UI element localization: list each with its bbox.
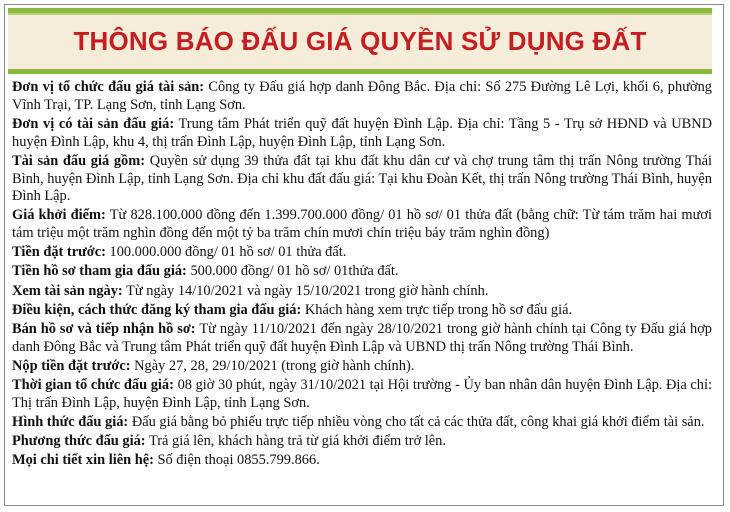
item-auction-form	[12, 414, 712, 432]
item-text: Quyền sử dụng 39 thửa đất tại khu đất khu dân cư và chợ trung tâm thị trấn Nông trường Thái Bình, huyện Đình Lập, tỉnh Lạng Sơn. Địa chỉ khu đất đấu giá: Tại khu Đoàn Kết, thị trấn Nông trường Thái Bình, huyện Đình Lập.	[12, 152, 712, 205]
item-text: Từ 828.100.000 đồng đến 1.399.700.000 đồng/ 01 hồ sơ/ 01 thửa đất (bằng chữ: Từ tám trăm hai mươi tám triệu một trăm nghìn đồng đến một tỷ ba trăm chín mươi chín triệu bảy trăm nghìn đồng)	[12, 207, 712, 242]
item-assets	[12, 153, 712, 206]
item-text: 100.000.000 đồng/ 01 hồ sơ/ 01 thửa đất.	[109, 244, 347, 261]
item-text: Từ ngày 14/10/2021 và ngày 15/10/2021 trong giờ hành chính.	[126, 282, 489, 299]
item-dossier-sale	[12, 321, 712, 357]
title-banner	[8, 8, 712, 74]
notice-body	[12, 79, 712, 470]
item-label: Tiền hồ sơ tham gia đấu giá:	[12, 263, 187, 280]
item-label: Thời gian tổ chức đấu giá:	[12, 376, 174, 393]
item-asset-owner	[12, 116, 712, 152]
item-text: Công ty Đấu giá hợp danh Đông Bắc. Địa chỉ: Số 275 Đường Lê Lợi, khối 6, phường Vĩnh Trại, TP. Lạng Sơn, tỉnh Lạng Sơn.	[12, 79, 713, 113]
banner-top-stripe	[8, 13, 712, 15]
item-text: Trả giá lên, khách hàng trả từ giá khởi điểm trở lên.	[148, 432, 446, 449]
item-deposit-payment	[12, 358, 712, 376]
item-text: 08 giờ 30 phút, ngày 31/10/2021 tại Hội trường - Ủy ban nhân dân huyện Đình Lập. Địa chỉ: Thị trấn Đình Lập, huyện Đình Lập, tỉnh Lạng Sơn.	[12, 376, 712, 411]
item-auction-method	[12, 433, 712, 451]
item-dossier-fee	[12, 263, 712, 281]
item-text: Đấu giá bằng bỏ phiếu trực tiếp nhiều vòng cho tất cả các thửa đất, công khai giá khởi điểm tài sản.	[131, 413, 705, 430]
item-registration	[12, 302, 712, 320]
item-label: Điều kiện, cách thức đăng ký tham gia đấu giá:	[12, 301, 302, 318]
item-label: Tài sản đấu giá gồm:	[12, 152, 146, 169]
item-starting-price	[12, 207, 712, 243]
item-text: Khách hàng xem trực tiếp trong hồ sơ đấu giá.	[304, 301, 573, 318]
item-label: Giá khởi điểm:	[12, 207, 106, 224]
item-label: Nộp tiền đặt trước:	[12, 357, 131, 374]
item-text: Số điện thoại 0855.799.866.	[157, 451, 320, 468]
item-viewing-dates	[12, 283, 712, 301]
item-deposit	[12, 244, 712, 262]
item-label: Hình thức đấu giá:	[12, 413, 129, 430]
item-label: Đơn vị có tài sản đấu giá:	[12, 115, 175, 132]
notice-title: THÔNG BÁO ĐẤU GIÁ QUYỀN SỬ DỤNG ĐẤT	[73, 25, 647, 56]
item-label: Bán hồ sơ và tiếp nhận hồ sơ:	[12, 320, 196, 337]
item-text: 500.000 đồng/ 01 hồ sơ/ 01thửa đất.	[190, 263, 399, 280]
item-auction-time	[12, 377, 712, 413]
item-label: Mọi chi tiết xin liên hệ:	[12, 451, 154, 468]
item-contact	[12, 452, 712, 470]
item-label: Tiền đặt trước:	[12, 244, 106, 261]
item-text: Trung tâm Phát triển quỹ đất huyện Đình Lập. Địa chỉ: Tầng 5 - Trụ sở HĐND và UBND huyện Đình Lập, khu 4, thị trấn Đình Lập, huyện Đình Lập, tỉnh Lạng Sơn.	[12, 115, 712, 150]
item-organizer	[12, 79, 712, 115]
item-label: Phương thức đấu giá:	[12, 432, 146, 449]
item-text: Từ ngày 11/10/2021 đến ngày 28/10/2021 trong giờ hành chính tại Công ty Đấu giá hợp danh Đông Bắc và Trung tâm Phát triển quỹ đất huyện Đình Lập và UBND thị trấn Nông trường Thái Bình.	[12, 320, 712, 355]
item-label: Đơn vị tổ chức đấu giá tài sản:	[12, 79, 205, 95]
item-text: Ngày 27, 28, 29/10/2021 (trong giờ hành chính).	[134, 357, 415, 374]
item-label: Xem tài sản ngày:	[12, 282, 123, 299]
